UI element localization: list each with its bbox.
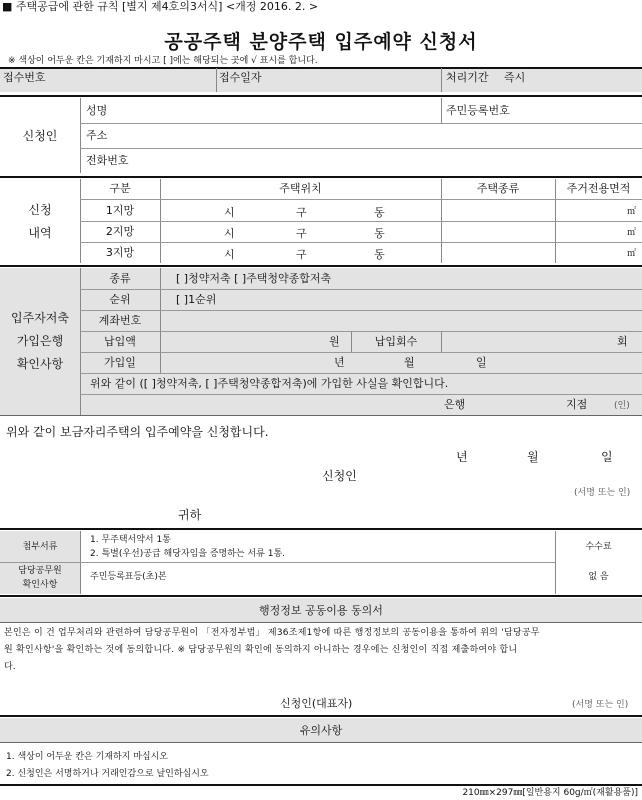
join-date-label: 가입일 bbox=[104, 356, 136, 369]
details-section-label-1: 신청 bbox=[28, 203, 52, 217]
choice-2-dong: 동 bbox=[374, 227, 385, 240]
choice-3-gu: 구 bbox=[296, 248, 307, 261]
consent-body-line-2: 원 확인사항'을 확인하는 것에 동의합니다. ※ 담당공무원의 확인에 동의하지 아니하는 경우에는 신청인이 직접 제출하여야 합니 bbox=[4, 645, 518, 655]
rrn-field[interactable] bbox=[520, 100, 640, 122]
details-header-area: 주거전용면적 bbox=[566, 182, 631, 195]
consent-signature[interactable]: (서명 또는 인) bbox=[572, 700, 629, 710]
choice-2-label: 2지망 bbox=[105, 225, 135, 238]
instruction-note: ※ 색상이 어두운 칸은 기재하지 마시고 [ ]에는 해당되는 곳에 √ 표시를 합니다. bbox=[8, 56, 318, 66]
choice-1-unit: ㎡ bbox=[626, 207, 636, 217]
choice-1-si: 시 bbox=[224, 206, 235, 219]
address-label: 주소 bbox=[86, 129, 108, 142]
paid-amount-label: 납입액 bbox=[104, 335, 136, 348]
note-item-1: 1. 색상이 어두운 칸은 기재하지 마십시오 bbox=[6, 752, 168, 762]
consent-body-line-3: 다. bbox=[4, 662, 16, 672]
consent-body-line-1: 본인은 이 건 업무처리와 관련하여 담당공무원이 「전자정부법」 제36조제1항에 따른 행정정보의 공동이용을 통하여 위의 '담당공무 bbox=[4, 628, 540, 638]
rank-option[interactable]: [ ]1순위 bbox=[176, 293, 217, 306]
payment-count-unit: 회 bbox=[617, 335, 628, 348]
savings-type-label: 종류 bbox=[109, 272, 131, 285]
attachments-label: 첨부서류 bbox=[22, 542, 58, 552]
join-date-year: 년 bbox=[334, 356, 345, 369]
bank-confirm-text: 위와 같이 ([ ]청약저축, [ ]주택청약종합저축)에 가입한 사실을 확인합니다. bbox=[90, 377, 449, 390]
paid-amount-unit: 원 bbox=[329, 335, 340, 348]
attachment-item-1: 1. 무주택서약서 1통 bbox=[90, 535, 171, 545]
declaration-applicant: 신청인 bbox=[322, 469, 357, 483]
declaration-signature[interactable]: (서명 또는 인) bbox=[574, 488, 631, 498]
choice-1-dong: 동 bbox=[374, 206, 385, 219]
officer-check-value: 주민등록표등(초)본 bbox=[90, 572, 167, 582]
rrn-label: 주민등록번호 bbox=[446, 104, 510, 117]
form-reference: ■ 주택공급에 관한 규칙 [별지 제4호의3서식] <개정 2016. 2. > bbox=[2, 0, 319, 13]
payment-count-label: 납입회수 bbox=[374, 335, 418, 348]
note-item-2: 2. 신청인은 서명하거나 거래인감으로 날인하십시오 bbox=[6, 769, 209, 779]
phone-label: 전화번호 bbox=[86, 154, 129, 167]
applicant-section-label: 신청인 bbox=[22, 129, 58, 143]
receipt-date-label: 접수일자 bbox=[219, 71, 262, 84]
bank-seal: (인) bbox=[614, 401, 630, 411]
choice-3-si: 시 bbox=[224, 248, 235, 261]
choice-3-dong: 동 bbox=[374, 248, 385, 261]
details-header-category: 구분 bbox=[109, 182, 131, 195]
fee-label: 수수료 bbox=[585, 542, 612, 552]
declaration-day: 일 bbox=[601, 450, 613, 464]
declaration-text: 위와 같이 보금자리주택의 입주예약을 신청합니다. bbox=[6, 425, 269, 439]
name-label: 성명 bbox=[86, 104, 108, 117]
details-section-label-2: 내역 bbox=[28, 226, 52, 240]
form-title: 공공주택 분양주택 입주예약 신청서 bbox=[164, 31, 478, 53]
phone-field[interactable] bbox=[130, 150, 640, 172]
officer-check-label-1: 담당공무원 bbox=[18, 566, 62, 576]
officer-check-label-2: 확인사항 bbox=[22, 580, 58, 590]
processing-period-label: 처리기간 bbox=[446, 71, 489, 84]
choice-3-unit: ㎡ bbox=[626, 249, 636, 259]
choice-3-label: 3지망 bbox=[105, 246, 135, 259]
bank-name-label: 은행 bbox=[444, 398, 466, 411]
paper-spec: 210㎜×297㎜[일반용지 60g/㎡(재활용품)] bbox=[462, 788, 638, 798]
savings-type-options[interactable]: [ ]청약저축 [ ]주택청약종합저축 bbox=[176, 272, 332, 285]
bank-section-label-3: 확인사항 bbox=[16, 357, 64, 371]
account-number-label: 계좌번호 bbox=[98, 314, 142, 327]
receipt-number-label: 접수번호 bbox=[3, 71, 46, 84]
choice-1-label: 1지망 bbox=[105, 204, 135, 217]
choice-1-gu: 구 bbox=[296, 206, 307, 219]
bank-section-label-2: 가입은행 bbox=[16, 334, 64, 348]
declaration-month: 월 bbox=[527, 450, 539, 464]
notes-title: 유의사항 bbox=[299, 724, 343, 737]
bank-section-label-1: 입주자저축 bbox=[11, 311, 69, 325]
branch-label: 지점 bbox=[566, 398, 588, 411]
name-field[interactable] bbox=[120, 100, 438, 122]
consent-title: 행정정보 공동이용 동의서 bbox=[259, 604, 383, 617]
receipt-row-bg bbox=[0, 68, 642, 92]
choice-2-gu: 구 bbox=[296, 227, 307, 240]
attachment-item-2: 2. 특별(우선)공급 해당자임을 증명하는 서류 1통. bbox=[90, 549, 285, 559]
processing-period-value: 즉시 bbox=[504, 71, 526, 84]
join-date-month: 월 bbox=[404, 356, 415, 369]
choice-2-si: 시 bbox=[224, 227, 235, 240]
details-header-location: 주택위치 bbox=[279, 182, 322, 195]
details-header-type: 주택종류 bbox=[476, 182, 520, 195]
consent-signer: 신청인(대표자) bbox=[280, 697, 353, 710]
join-date-day: 일 bbox=[476, 356, 487, 369]
choice-2-unit: ㎡ bbox=[626, 228, 636, 238]
addressee-suffix: 귀하 bbox=[178, 508, 202, 522]
fee-value: 없 음 bbox=[588, 572, 609, 582]
address-field[interactable] bbox=[120, 125, 640, 147]
declaration-year: 년 bbox=[456, 450, 468, 464]
rank-label: 순위 bbox=[109, 293, 131, 306]
